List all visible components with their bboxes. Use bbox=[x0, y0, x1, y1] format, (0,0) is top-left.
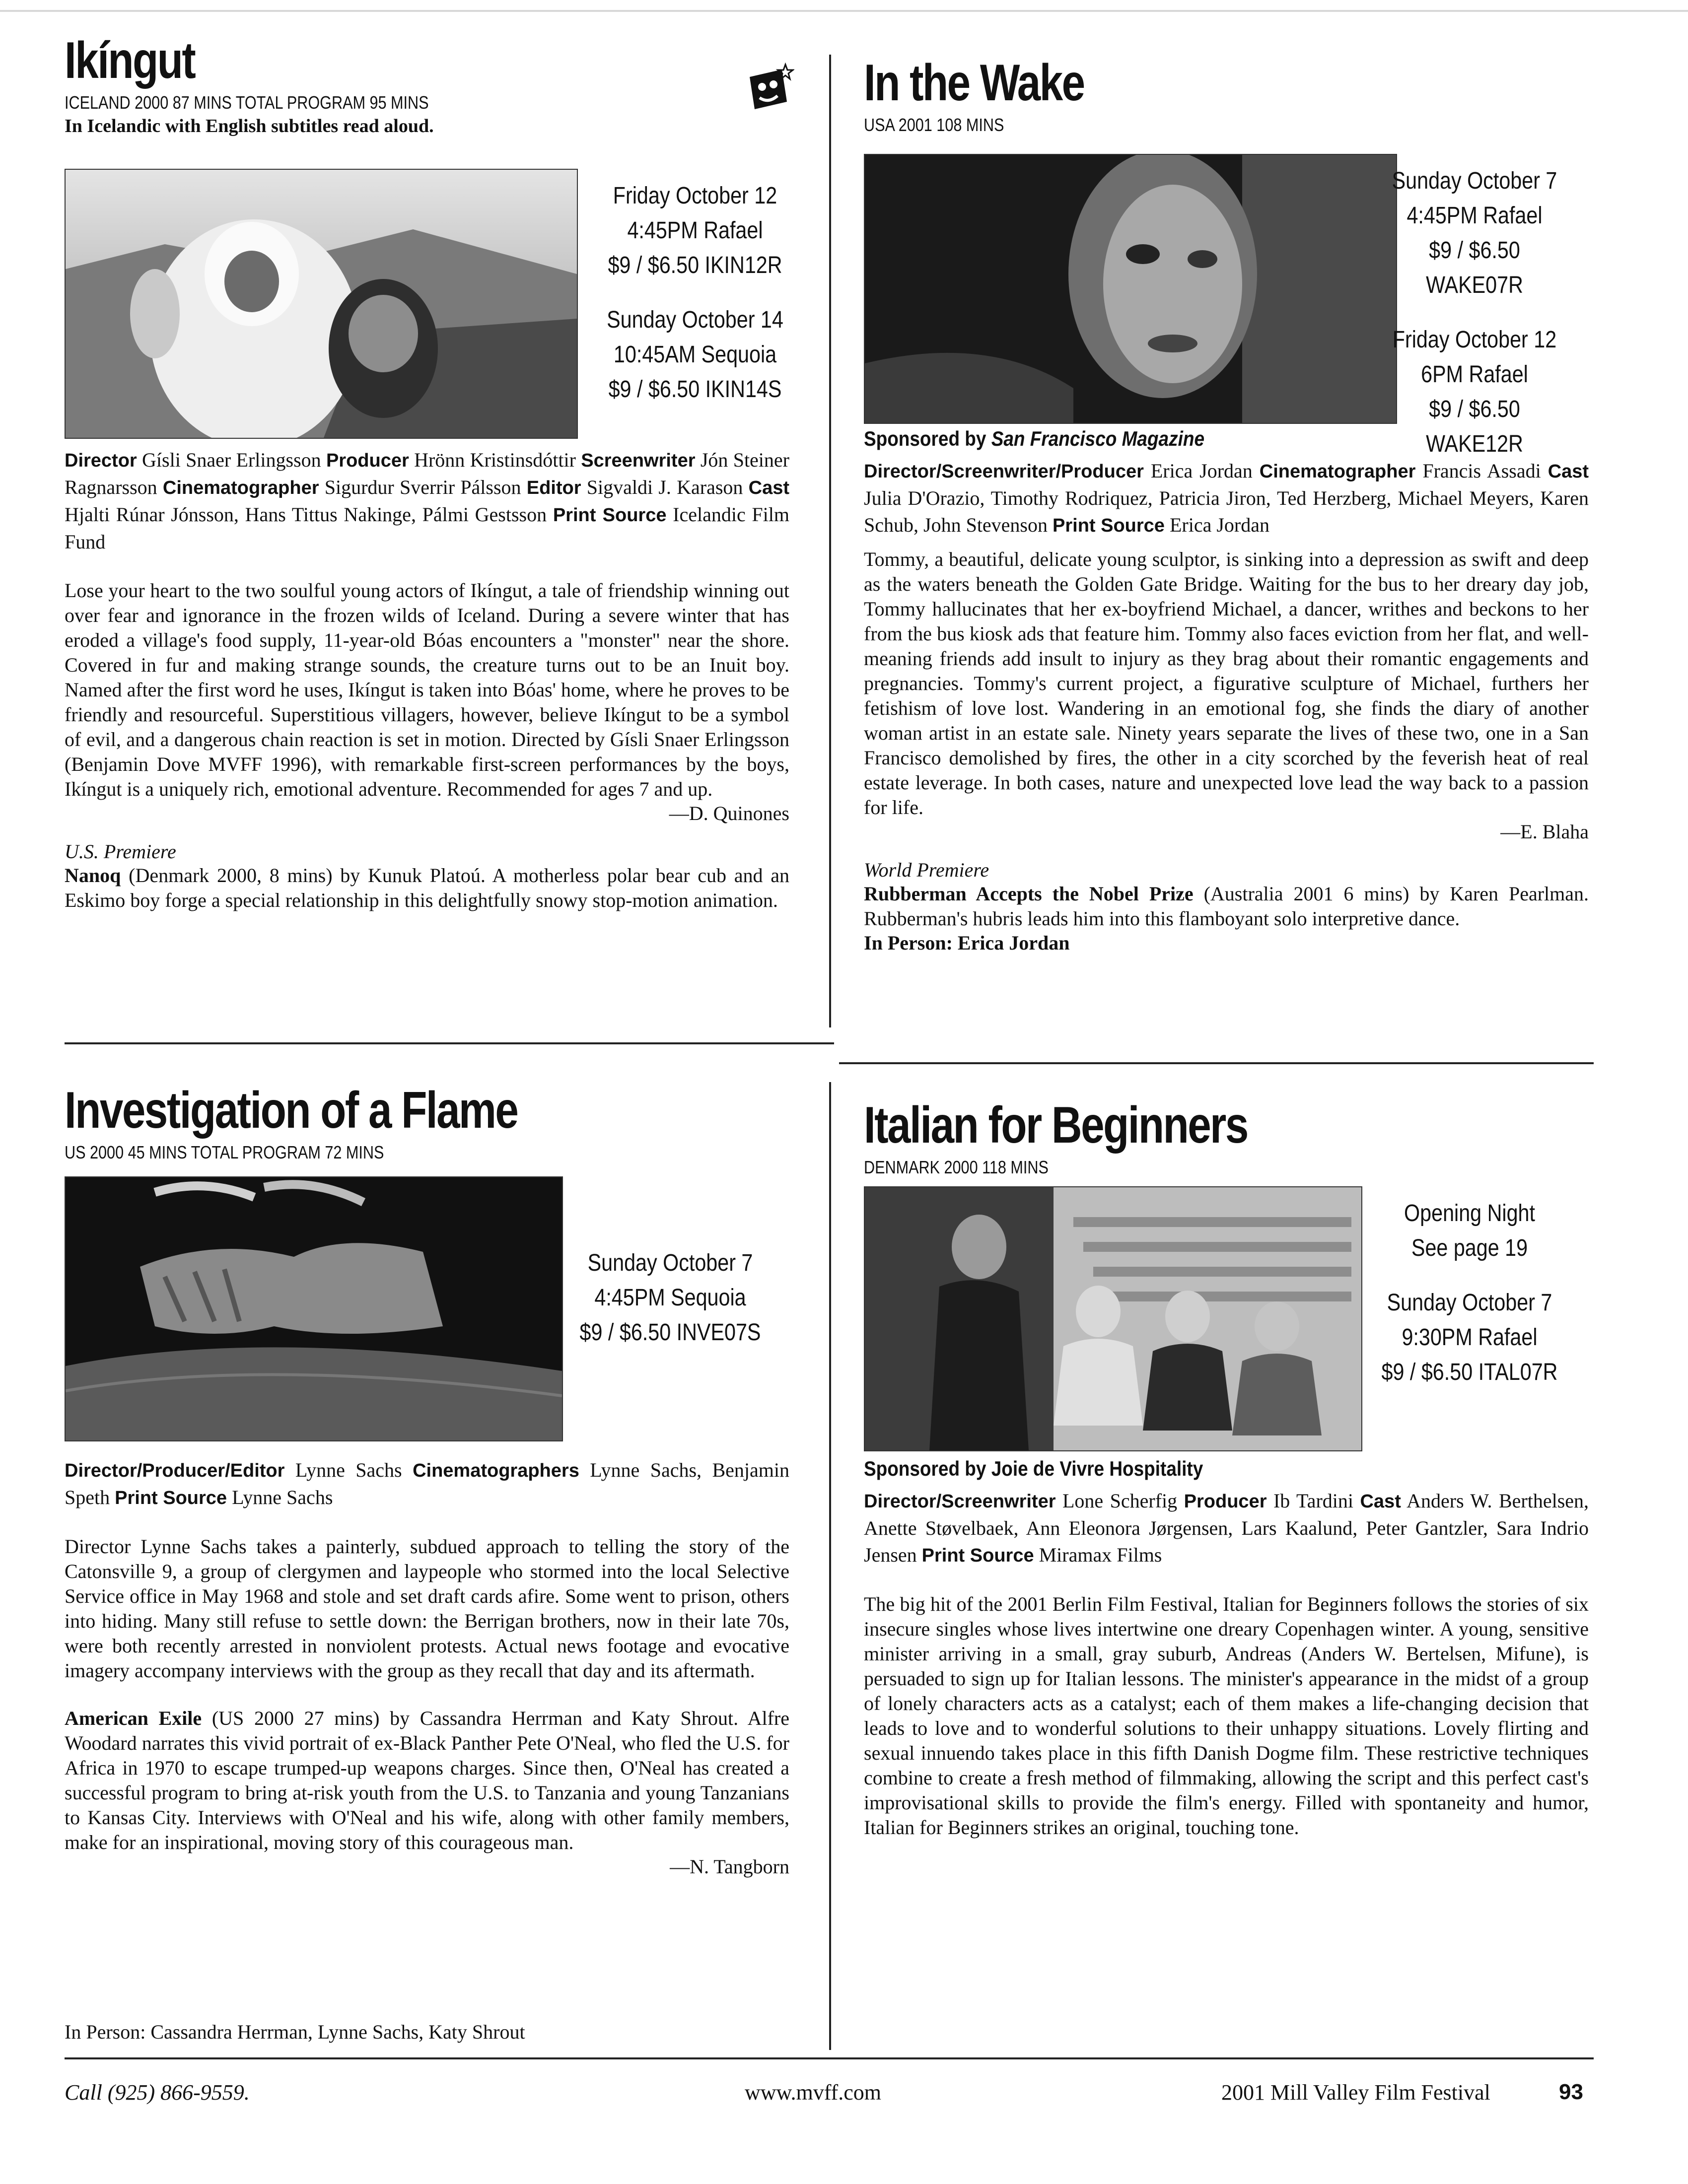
screening-price: $9 / $6.50 IKIN12R bbox=[608, 252, 782, 278]
credit-value: Jón Steiner Ragnarsson bbox=[65, 449, 789, 498]
credit-value: Sigvaldi J. Karason bbox=[586, 476, 743, 498]
ikingut-details bbox=[65, 447, 789, 913]
ikingut-still bbox=[65, 169, 578, 439]
credit-label: Director/Producer/Editor bbox=[65, 1460, 285, 1481]
credit-label: Print Source bbox=[1053, 515, 1165, 536]
footer-festival: 2001 Mill Valley Film Festival bbox=[1221, 2080, 1490, 2105]
screening-time: 4:45PM Rafael bbox=[1407, 203, 1543, 229]
top-rule bbox=[0, 10, 1688, 12]
credit-value: Erica Jordan bbox=[1150, 460, 1253, 482]
family-program-icon bbox=[740, 62, 794, 117]
film-title: Ikíngut bbox=[65, 32, 195, 89]
sponsor-line bbox=[864, 427, 1502, 451]
row-divider-right bbox=[839, 1062, 1594, 1064]
screening-time: See page 19 bbox=[1411, 1235, 1528, 1261]
in-the-wake-still bbox=[864, 154, 1397, 424]
investigation-of-a-flame-still bbox=[65, 1176, 563, 1441]
screening bbox=[1376, 1286, 1563, 1390]
film-italian-for-beginners bbox=[864, 1096, 1589, 1178]
synopsis: Tommy, a beautiful, delicate young sculptor, is sinking into a depression as swift and deep as the waters beneath the Golden Gate Bridge. Waiting for the bus to her dreary day job, Tommy hallucinates that her ex-boyfriend Michael, a dancer, writhes and beckons to her from the bus kiosk ads that feature him. Tommy also faces eviction from her flat, and well-meaning friends add insult to injury as they brag about their romantic engagements and pregnancies. Tommy's current project, a figurative sculpture of Michael, furthers her fetishism of love lost. Wandering in an emotional fog, she finds the diary of another woman artist in an estate sale. Ninety years separate the lives of these two, one in a San Francisco demolished by fires, the other in a city scorched by the feverish heat of real estate leverage. In both cases, nature and unexpected love lead the way back to a passion for life. bbox=[864, 548, 1589, 819]
short-title: Nanoq bbox=[65, 864, 121, 887]
short-description: (Australia 2001 6 mins) by Karen Pearlman. Rubberman's hubris leads him into this flamboyant solo interpretive dance. bbox=[864, 883, 1589, 930]
footer-rule bbox=[65, 2057, 1594, 2059]
film-meta: US 2000 45 MINS TOTAL PROGRAM 72 MINS bbox=[65, 1142, 384, 1162]
screening-price: $9 / $6.50 ITAL07R bbox=[1381, 1359, 1558, 1385]
screening bbox=[563, 1246, 777, 1350]
italian-schedule bbox=[1376, 1196, 1563, 1410]
screening-price: $9 / $6.50 WAKE07R bbox=[1426, 237, 1523, 298]
film-ikingut bbox=[65, 32, 799, 137]
screening-price: $9 / $6.50 INVE07S bbox=[579, 1319, 761, 1346]
screening-time: 10:45AM Sequoia bbox=[613, 341, 777, 368]
italian-details bbox=[864, 1457, 1589, 1840]
credit-label: Print Source bbox=[115, 1488, 227, 1508]
credit-value: Lynne Sachs bbox=[295, 1459, 402, 1481]
credit-label: Editor bbox=[526, 478, 581, 498]
credit-value: Francis Assadi bbox=[1422, 460, 1541, 482]
film-title: In the Wake bbox=[864, 54, 1084, 112]
short-description: (US 2000 27 mins) by Cassandra Herrman and Katy Shrout. Alfre Woodard narrates this vivid portrait of ex-Black Panther Pete O'Neal, who fled the U.S. for Africa in 1970 to escape trumped-up weapons charges. Since then, O'Neal has created a successful program to bring at-risk youth from the U.S. to Tanzania and young Tanzanians to Kansas City. Interviews with O'Neal and his wife, along with other family members, make for an inspirational, moving story of this courageous man. bbox=[65, 1707, 789, 1853]
film-investigation-of-a-flame bbox=[65, 1082, 799, 1163]
film-meta: USA 2001 108 MINS bbox=[864, 115, 1004, 135]
credit-value: Ib Tardini bbox=[1273, 1490, 1353, 1512]
credit-value: Lone Scherfig bbox=[1062, 1490, 1178, 1512]
film-note: In Icelandic with English subtitles read aloud. bbox=[65, 116, 434, 136]
footer-phone: Call (925) 866-9559. bbox=[65, 2080, 250, 2105]
screening-time: 4:45PM Sequoia bbox=[594, 1285, 746, 1311]
credit-value: Erica Jordan bbox=[1169, 514, 1269, 536]
screening-time: 9:30PM Rafael bbox=[1402, 1324, 1538, 1351]
credit-value: Gísli Snaer Erlingsson bbox=[142, 449, 321, 471]
credit-value: Sigurdur Sverrir Pálsson bbox=[324, 476, 521, 498]
credit-value: Miramax Films bbox=[1039, 1544, 1162, 1566]
credits bbox=[864, 1488, 1589, 1569]
credit-label: Cinematographer bbox=[162, 478, 319, 498]
credit-label: Print Source bbox=[921, 1545, 1034, 1566]
screening-price: $9 / $6.50 WAKE12R bbox=[1426, 396, 1523, 457]
ikingut-schedule bbox=[588, 179, 802, 427]
screening-day: Opening Night bbox=[1404, 1200, 1535, 1227]
screening-day: Friday October 12 bbox=[1392, 327, 1557, 353]
credit-label: Director/Screenwriter bbox=[864, 1491, 1056, 1512]
short-film bbox=[65, 863, 789, 913]
premiere-label: World Premiere bbox=[864, 859, 989, 881]
credit-label: Print Source bbox=[553, 505, 667, 526]
in-person: In Person: Cassandra Herrman, Lynne Sachs, Katy Shrout bbox=[65, 2021, 525, 2043]
sponsor-prefix: Sponsored by bbox=[864, 427, 986, 450]
credit-label: Cinematographer bbox=[1259, 461, 1416, 482]
film-title: Italian for Beginners bbox=[864, 1096, 1248, 1154]
credit-value: Lynne Sachs, Benjamin Speth bbox=[65, 1459, 790, 1508]
investigation-schedule bbox=[563, 1246, 777, 1370]
reviewer-signature: —N. Tangborn bbox=[670, 1855, 789, 1878]
credit-label: Producer bbox=[1184, 1491, 1267, 1512]
credits bbox=[65, 447, 789, 555]
column-divider-top bbox=[829, 55, 831, 1027]
credit-value: Anders W. Berthelsen, Anette Støvelbaek, Ann Eleonora Jørgensen, Lars Kaalund, Peter Gantzler, Sara Indrio Jensen bbox=[864, 1490, 1589, 1566]
synopsis: Director Lynne Sachs takes a painterly, subdued approach to telling the story of the Catonsville 9, a group of clergymen and laypeople who stormed into the local Selective Service office in May 1968 and stole and set draft cards afire. Some went to prison, others into hiding. Many still refuse to settle down: the Berrigan brothers, now in their late 70s, were both recently arrested in nonviolent protests. Actual news footage and evocative imagery accompany interviews with the group as they recall that day and its aftermath. bbox=[65, 1535, 789, 1682]
credit-label: Screenwriter bbox=[581, 450, 696, 471]
credit-value: Icelandic Film Fund bbox=[65, 503, 790, 553]
screening-day: Sunday October 7 bbox=[1392, 168, 1557, 194]
credit-value: Lynne Sachs bbox=[232, 1486, 333, 1508]
investigation-details bbox=[65, 1457, 789, 1878]
footer-url[interactable]: www.mvff.com bbox=[745, 2080, 881, 2105]
screening bbox=[1376, 1196, 1563, 1266]
short-title: Rubberman Accepts the Nobel Prize bbox=[864, 883, 1194, 905]
italian-for-beginners-still bbox=[864, 1186, 1362, 1451]
film-meta: DENMARK 2000 118 MINS bbox=[864, 1157, 1049, 1177]
short-description: (Denmark 2000, 8 mins) by Kunuk Platoú. A motherless polar bear cub and an Eskimo boy forge a special relationship in this delightfully snowy stop-motion animation. bbox=[65, 864, 789, 911]
screening bbox=[588, 179, 802, 283]
row-divider-left bbox=[65, 1042, 834, 1044]
credit-value: Hjalti Rúnar Jónsson, Hans Tittus Nakinge, Pálmi Gestsson bbox=[65, 503, 547, 526]
credit-label: Director/Screenwriter/Producer bbox=[864, 461, 1144, 482]
film-in-the-wake bbox=[864, 54, 1589, 136]
credit-value: Julia D'Orazio, Timothy Rodriquez, Patricia Jiron, Ted Herzberg, Michael Meyers, Karen Schub, John Stevenson bbox=[864, 487, 1589, 536]
credit-value: Hrönn Kristinsdóttir bbox=[414, 449, 576, 471]
screening-day: Friday October 12 bbox=[613, 183, 777, 209]
credit-label: Cast bbox=[748, 478, 790, 498]
in-the-wake-details bbox=[864, 427, 1589, 955]
reviewer-signature: —D. Quinones bbox=[669, 802, 789, 824]
screening-time: 6PM Rafael bbox=[1421, 361, 1528, 388]
column-divider-bottom bbox=[829, 1082, 831, 2050]
sponsor-name: San Francisco Magazine bbox=[991, 427, 1205, 450]
screening-price: $9 / $6.50 IKIN14S bbox=[608, 376, 782, 403]
short-film bbox=[65, 1706, 789, 1855]
film-meta: ICELAND 2000 87 MINS TOTAL PROGRAM 95 MINS bbox=[65, 92, 429, 113]
credits bbox=[65, 1457, 789, 1511]
screening bbox=[1385, 164, 1564, 303]
screening bbox=[588, 303, 802, 407]
credit-label: Producer bbox=[326, 450, 409, 471]
screening-day: Sunday October 7 bbox=[1387, 1290, 1552, 1316]
credit-label: Cast bbox=[1360, 1491, 1401, 1512]
footer-page-number: 93 bbox=[1559, 2080, 1583, 2104]
film-title: Investigation of a Flame bbox=[65, 1082, 518, 1139]
sponsor-line: Sponsored by Joie de Vivre Hospitality bbox=[864, 1457, 1203, 1480]
synopsis: The big hit of the 2001 Berlin Film Festival, Italian for Beginners follows the stories of six insecure singles whose lives intertwine one dreary Copenhagen winter. A young, sensitive minister arriving in a small, gray suburb, Andreas (Anders W. Bertelsen, Mifune), is persuaded to sign up for Italian lessons. The minister's appearance in the midst of a group of lonely characters acts as a catalyst; each of them makes a life-changing decision that leads to love and to wonderful solutions to their unhappy situations. Lovely flirting and sexual innuendo takes place in this fifth Danish Dogme film. These restrictive techniques combine to create a fresh method of filmmaking, allowing the script and this perfect cast's improvisational skills to provide the film's energy. Filled with spontaneity and humor, Italian for Beginners strikes an original, touching tone. bbox=[864, 1593, 1589, 1839]
in-person: In Person: Erica Jordan bbox=[864, 932, 1070, 954]
credits bbox=[864, 458, 1589, 539]
credit-label: Cinematographers bbox=[413, 1460, 579, 1481]
credit-label: Cast bbox=[1547, 461, 1589, 482]
screening-day: Sunday October 7 bbox=[587, 1250, 753, 1276]
short-film bbox=[864, 882, 1589, 931]
reviewer-signature: —E. Blaha bbox=[1500, 820, 1589, 843]
short-title: American Exile bbox=[65, 1707, 202, 1729]
synopsis: Lose your heart to the two soulful young actors of Ikíngut, a tale of friendship winning out over fear and ignorance in the frozen wilds of Iceland. During a severe winter that has eroded a village's food supply, 11-year-old Bóas encounters a "monster" near the shore. Covered in fur and making strange sounds, the creature turns out to be an Inuit boy. Named after the first word he uses, Ikíngut is taken into Bóas' home, where he proves to be friendly and resourceful. Superstitious villagers, however, believe Ikíngut to be a symbol of evil, and a dangerous chain reaction is set in motion. Directed by Gísli Snaer Erlingsson (Benjamin Dove MVFF 1996), with remarkable first-screen performances by the boys, Ikíngut is a uniquely rich, emotional adventure. Recommended for ages 7 and up. bbox=[65, 579, 789, 800]
premiere-label: U.S. Premiere bbox=[65, 840, 176, 863]
screening-time: 4:45PM Rafael bbox=[627, 217, 763, 244]
credit-label: Director bbox=[65, 450, 137, 471]
screening-day: Sunday October 14 bbox=[607, 307, 783, 333]
